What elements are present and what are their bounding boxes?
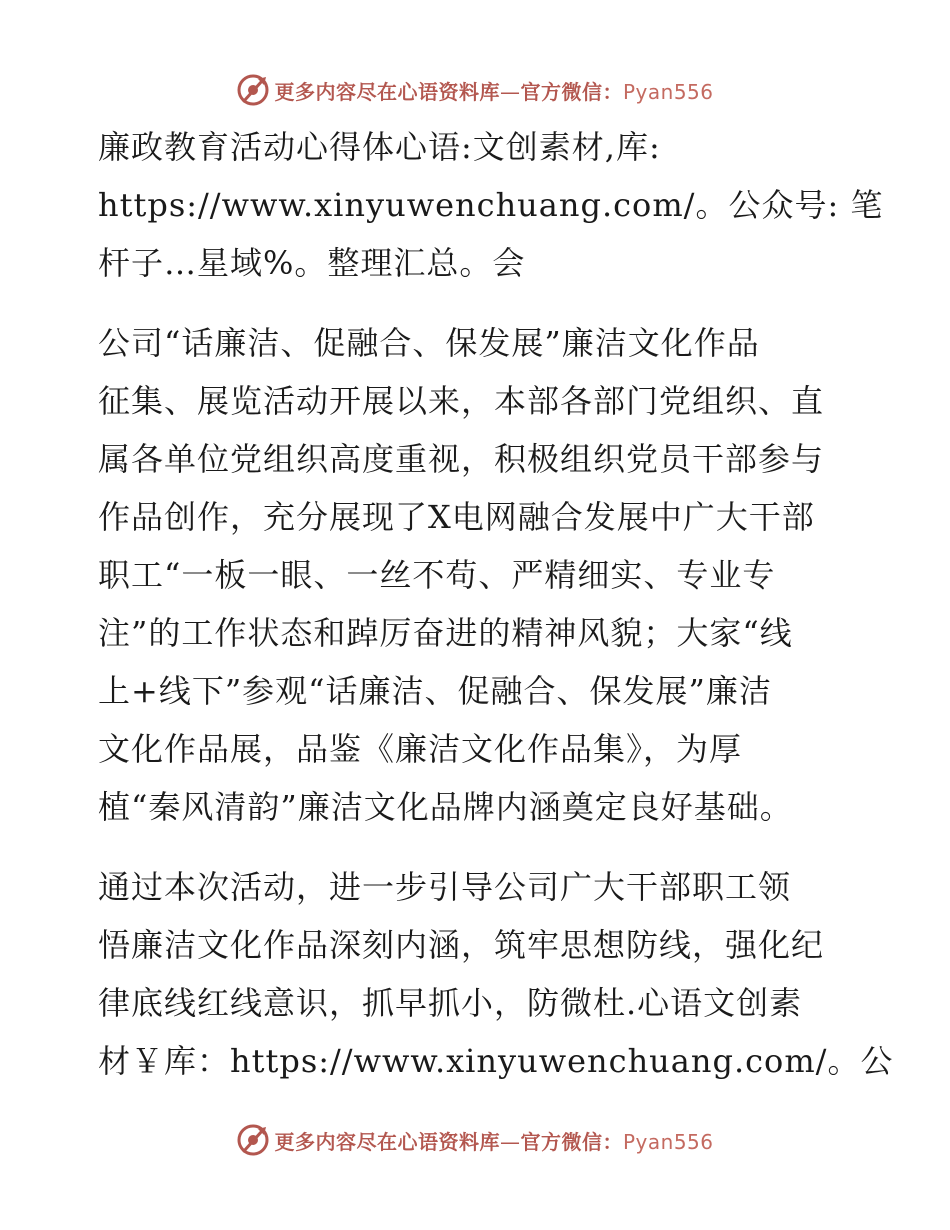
text-line: 悟廉洁文化作品深刻内涵，筑牢思想防线，强化纪 <box>98 926 825 964</box>
banner-dash: — <box>499 79 521 104</box>
paragraph-1 <box>98 118 884 292</box>
document-body <box>98 118 894 1090</box>
text-line: 属各单位党组织高度重视，积极组织党员干部参与 <box>98 440 825 478</box>
paragraph-3 <box>98 858 894 1090</box>
banner-wechat-handle: Pyan556 <box>622 79 714 104</box>
text-line: 杆子…星域%。整理汇总。会 <box>98 244 526 282</box>
banner-wechat-handle: Pyan556 <box>622 1129 714 1154</box>
text-line: 征集、展览活动开展以来，本部各部门党组织、直 <box>98 382 825 420</box>
text-line: https://www.xinyuwenchuang.com/。公众号: 笔 <box>98 186 884 224</box>
banner-main-text: 更多内容尽在心语资料库 <box>274 79 500 104</box>
text-line: 植“秦风清韵”廉洁文化品牌内涵奠定良好基础。 <box>98 788 793 826</box>
banner-official-label: 官方微信： <box>520 1129 623 1154</box>
banner-text <box>274 76 713 105</box>
banner-text <box>274 1126 713 1155</box>
brand-logo-icon <box>236 73 270 107</box>
banner-official-label: 官方微信： <box>520 79 623 104</box>
text-line: 文化作品展，品鉴《廉洁文化作品集》，为厚 <box>98 730 743 768</box>
header-banner <box>0 70 950 110</box>
brand-logo-icon <box>236 1123 270 1157</box>
banner-main-text: 更多内容尽在心语资料库 <box>274 1129 500 1154</box>
text-line: 律底线红线意识，抓早抓小，防微杜.心语文创素 <box>98 984 803 1022</box>
text-line: 材￥库：https://www.xinyuwenchuang.com/。公 <box>98 1042 894 1080</box>
paragraph-2 <box>98 314 858 836</box>
text-line: 公司“话廉洁、促融合、保发展”廉洁文化作品 <box>98 324 760 362</box>
text-line: 廉政教育活动心得体心语:文创素材,库: <box>98 128 661 166</box>
text-line: 通过本次活动，进一步引导公司广大干部职工领 <box>98 868 792 906</box>
text-line: 上+线下”参观“话廉洁、促融合、保发展”廉洁 <box>98 672 772 710</box>
text-line: 注”的工作状态和踔厉奋进的精神风貌；大家“线 <box>98 614 793 652</box>
text-line: 职工“一板一眼、一丝不苟、严精细实、专业专 <box>98 556 776 594</box>
banner-dash: — <box>499 1129 521 1154</box>
footer-banner <box>0 1120 950 1160</box>
text-line: 作品创作，充分展现了X电网融合发展中广大干部 <box>98 498 815 536</box>
